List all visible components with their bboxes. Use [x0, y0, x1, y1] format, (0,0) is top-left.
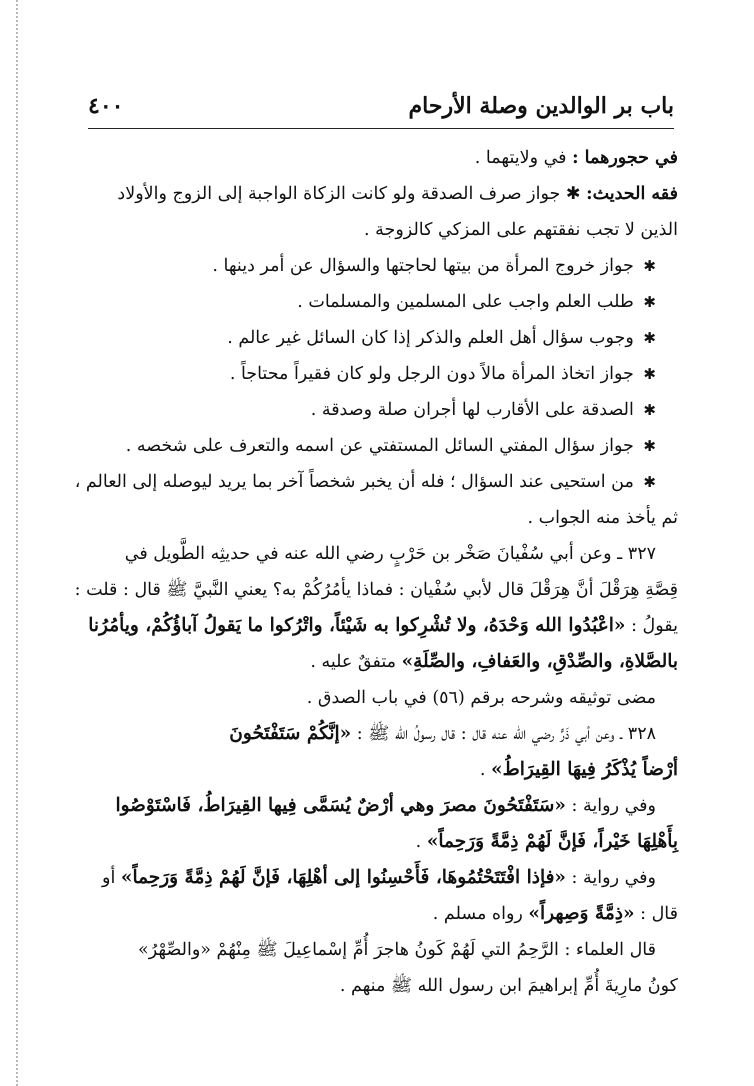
asterisk-icon: ✱	[643, 365, 656, 383]
bullet-item: ✱ وجوب سؤال أهل العلم والذكر إذا كان السائل غير عالم .	[227, 328, 656, 348]
fiqh-heading-line: فقه الحديث: ✱ جواز صرف الصدقة ولو كانت الزكاة الواجبة إلى الزوج والأولاد	[117, 184, 678, 204]
hadith-327-line: ٣٢٧ ـ وعن أبي سُفْيانَ صَخْر بن حَرْبٍ رضي الله عنه في حديثِه الطَّويل في	[124, 544, 656, 564]
bullet-item: ✱ طلب العلم واجب على المسلمين والمسلمات .	[297, 292, 656, 312]
chapter-title: باب بر الوالدين وصلة الأرحام	[408, 93, 674, 119]
hadith-327-line: يقولُ : «اعْبُدُوا الله وَحْدَهُ، ولا تُشْرِكوا به شَيْئاً، واتْرُكوا ما يَقولُ آباؤُكُمْ، ويأمُرُنا	[88, 615, 678, 636]
hadith-328-line: ٣٢٨ ـ وعن أبي ذَرٍّ رضي الله عنه قال : قال رسولُ الله ﷺ : «إنَّكُمْ سَتَفْتَحُونَ	[229, 723, 656, 744]
bullet-item: ✱ من استحيى عند السؤال ؛ فله أن يخبر شخصاً آخر بما يريد ليوصله إلى العالم ،	[74, 472, 656, 492]
page-body	[74, 140, 678, 1004]
bullet-item: ✱ الصدقة على الأقارب لها أجران صلة وصدقة .	[310, 400, 656, 420]
asterisk-icon: ✱	[643, 401, 656, 419]
scan-edge-dotted-line	[16, 0, 18, 1086]
bullet-item: ✱ جواز خروج المرأة من بيتها لحاجتها والسؤال عن أمر دينها .	[212, 256, 656, 276]
asterisk-icon: ✱	[643, 473, 656, 491]
scholars-note: كونُ مارِيةَ أُمِّ إبراهيمَ ابن رسول الله ﷺ منهم .	[339, 976, 678, 996]
header-rule	[88, 128, 674, 129]
bullet-item: ✱ جواز سؤال المفتي السائل المستفتي عن اسمه والتعرف على شخصه .	[125, 436, 656, 456]
hadith-328-riwaya-1: بِأَهْلِهَا خَيْراً، فَإنَّ لَهُمْ ذِمَّةً وَرَحِماً» .	[415, 831, 678, 852]
hadith-328-riwaya-2: قال : «ذِمَّةً وَصِهراً» رواه مسلم .	[432, 903, 678, 924]
bullet-continuation: ثم يأخذ منه الجواب .	[527, 508, 678, 528]
asterisk-icon: ✱	[643, 257, 656, 275]
hadith-327-note: مضى توثيقه وشرحه برقم (٥٦) في باب الصدق .	[306, 688, 656, 708]
hadith-328-line: أرْضاً يُذْكَرُ فِيهَا القِيرَاطُ» .	[479, 759, 678, 780]
asterisk-icon: ✱	[643, 329, 656, 347]
hadith-328-riwaya-2: وفي رواية : «فإذا افْتَتَحْتُمُوهَا، فَأَحْسِنُوا إلى أهْلِهَا، فَإنَّ لَهُمْ ذِمَّةً وَرَحِماً» أو	[102, 867, 656, 888]
hadith-327-line: قِصَّةِ هِرَقْلَ أنَّ هِرَقْلَ قال لأبي سُفْيان : فماذا يأمُرُكُمْ به؟ يعني النَّبيَّ ﷺ قال : قلت :	[74, 580, 678, 600]
asterisk-icon: ✱	[643, 293, 656, 311]
scholars-note: قال العلماء : الرَّحِمُ التي لَهُمْ كَونُ هاجرَ أُمِّ إسْماعِيلَ ﷺ مِنْهُمْ «والصِّهْرُ»	[138, 940, 656, 960]
glossary-line: في حجورهما : في ولايتهما .	[474, 148, 678, 168]
running-header	[88, 86, 674, 126]
hadith-328-riwaya-1: وفي رواية : «سَتَفْتَحُونَ مصرَ وهي أرْضٌ يُسَمَّى فِيها القِيرَاطُ، فَاسْتَوْصُوا	[115, 795, 656, 816]
hadith-327-line: بالصَّلاةِ، والصِّدْقِ، والعَفافِ، والصِّلَةِ» متفقٌ عليه .	[310, 651, 678, 672]
bullet-item: ✱ جواز اتخاذ المرأة مالاً دون الرجل ولو كان فقيراً محتاجاً .	[229, 364, 656, 384]
page-number: ٤٠٠	[88, 93, 124, 119]
asterisk-icon: ✱	[643, 437, 656, 455]
fiqh-continuation: الذين لا تجب نفقتهم على المزكي كالزوجة .	[364, 220, 678, 240]
